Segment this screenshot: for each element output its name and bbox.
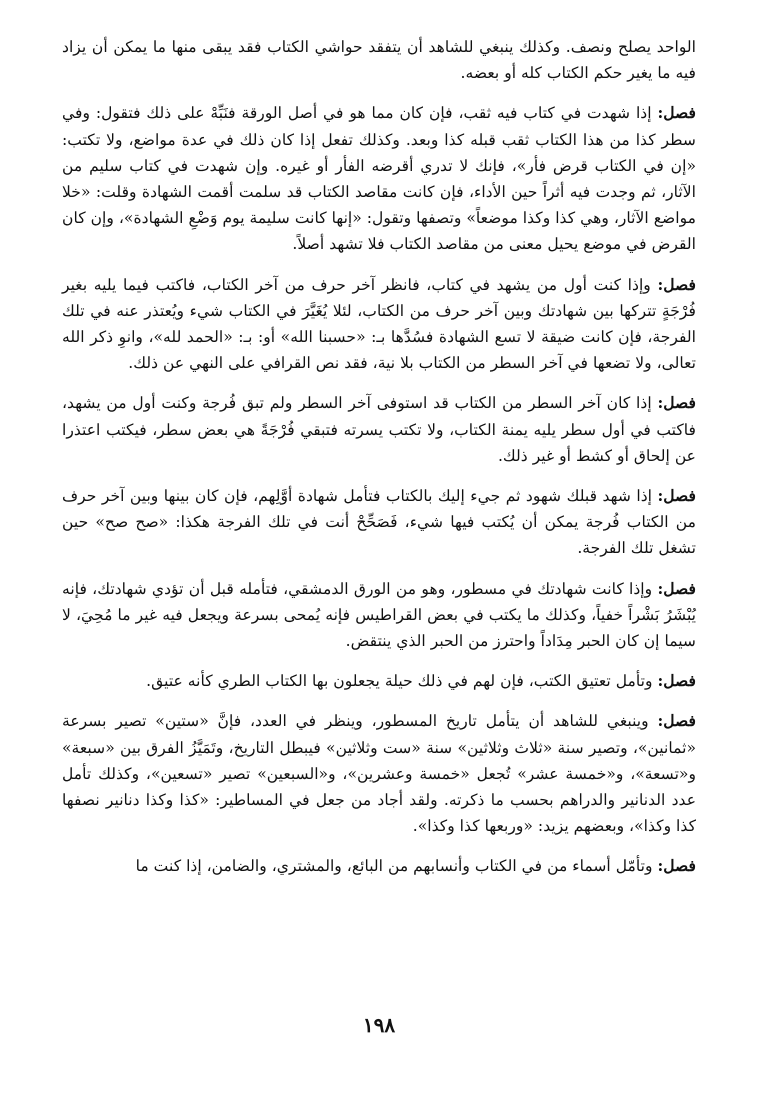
paragraph-continuation — [62, 34, 696, 86]
paragraph-text: وتأمل تعتيق الكتب، فإن لهم في ذلك حيلة يجعلون بها الكتاب الطري كأنه عتيق. — [146, 672, 658, 691]
page-number: ١٩٨ — [362, 1013, 396, 1037]
paragraph-text: إذا شهدت في كتاب فيه ثقب، فإن كان مما هو في أصل الورقة فنَبِّهْ على ذلك فتقول: وفي سطر كذا من هذا الكتاب ثقب قبله كذا وبعد. وكذلك تفعل إذا كان ذلك في عدة مواضع، ولا تكتب: «إن في الكتاب قرض فأر»، فإنك لا تدري أقرضه الفأر أو غيره. وإن شهدت في كتاب سليم من الآثار، ثم وجدت فيه أثراً حين الأداء، فإن كانت مقاصد الكتاب قد سلمت أقمت الشهادة وقلت: «خلا مواضع الآثار، وهي كذا وكذا موضعاً» وتصفها وتقول: «إنها كانت سليمة يوم وَضْعِ الشهادة»، وإن كان القرض في موضع يحيل معنى من مقاصد الكتاب فلا تشهد أصلاً. — [62, 104, 696, 254]
paragraph-section — [62, 481, 696, 562]
paragraph-section — [62, 98, 696, 257]
paragraph-text: الواحد يصلح ونصف. وكذلك ينبغي للشاهد أن يتفقد حواشي الكتاب فقد يبقى منها ما يمكن أن يزاد فيه ما يغير حكم الكتاب كله أو بعضه. — [62, 38, 696, 83]
section-label: فصل: — [657, 393, 696, 413]
section-label: فصل: — [657, 578, 696, 598]
section-label: فصل: — [657, 274, 696, 294]
paragraph-text: وإذا كنت أول من يشهد في كتاب، فانظر آخر حرف من آخر الكتاب، فاكتب فيما يليه بغير فُرْجَةٍ تتركها بين شهادتك وبين آخر حرف من الكتاب، لئلا يُغَيَّرَ في الكتاب شيء ويُعتذر عنه في تلك الفرجة، فإن كانت ضيقة لا تسع الشهادة فسُدَّها بـ: «حسبنا الله» أو: بـ: «الحمد لله»، وانوِ ذكر الله تعالى، ولا تضعها في آخر السطر من الكتاب بلا نية، فقد نص القرافي على النهي عن ذلك. — [62, 275, 696, 373]
paragraph-section — [62, 270, 696, 377]
paragraph-section — [62, 706, 696, 839]
section-label: فصل: — [657, 711, 696, 731]
section-label: فصل: — [657, 103, 696, 123]
paragraph-text: إذا كان آخر السطر من الكتاب قد استوفى آخر السطر ولم تبق فُرجة وكنت أول من يشهد، فاكتب في أول سطر يليه يمنة الكتاب، ولا تكتب يسرته فتبقي فُرْجَةً هي بعض سطر، فيكتب اعتذرا عن إلحاق أو كشط أو غير ذلك. — [62, 394, 696, 465]
paragraph-section — [62, 666, 696, 694]
paragraph-section — [62, 388, 696, 469]
paragraph-text: وينبغي للشاهد أن يتأمل تاريخ المسطور، وينظر في العدد، فإنَّ «ستين» تصير بسرعة «ثمانين»، وتصير سنة «ثلاث وثلاثين» سنة «ست وثلاثين» فيبطل التاريخ، وتَمَيَّزُ الفرق بين «سبعة» و«تسعة»، و«خمسة عشر» تُجعل «خمسة وعشرين»، و«السبعين» تصير «تسعين»، وكذلك تأمل عدد الدنانير والدراهم بحسب ما ذكرته. ولقد أجاد من جعل في المساطير: «كذا وكذا دنانير نصفها كذا وكذا»، وبعضهم يزيد: «وربعها كذا وكذا». — [62, 712, 696, 836]
paragraph-section — [62, 851, 696, 879]
paragraph-section — [62, 574, 696, 655]
paragraph-text: إذا شهد قبلك شهود ثم جيء إليك بالكتاب فتأمل شهادة أوَّلِهم، فإن كان بينها وبين آخر حرف من الكتاب فُرجة يمكن أن يُكتب فيها شيء، فَصَحِّحْ أنت في تلك الفرجة هكذا: «صح صح» حين تشغل تلك الفرجة. — [62, 487, 696, 558]
section-label: فصل: — [657, 671, 696, 691]
section-label: فصل: — [657, 486, 696, 506]
section-label: فصل: — [657, 856, 696, 876]
paragraph-text: وإذا كانت شهادتك في مسطور، وهو من الورق الدمشقي، فتأمله قبل أن تؤدي شهادتك، فإنه يُبْشَرُ بَشْراً خفياً، وكذلك ما يكتب في بعض القراطيس فإنه يُمحى بسرعة ويجعل فيه غير ما مُحِيَ، لا سيما إن كان الحبر مِدَاداً واحترز من الحبر الذي ينتقض. — [62, 579, 696, 651]
paragraph-text: وتأمّل أسماء من في الكتاب وأنسابهم من البائع، والمشتري، والضامن، إذا كنت ما — [135, 857, 658, 876]
